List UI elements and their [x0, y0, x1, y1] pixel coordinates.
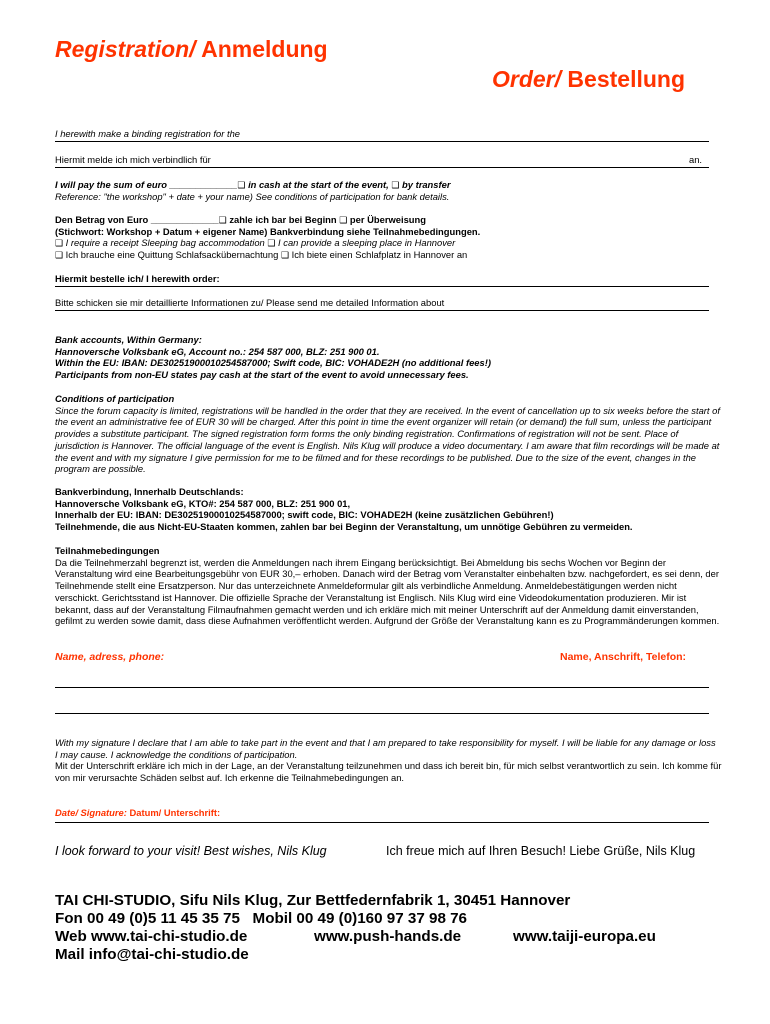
payment-de-cash-label: zahle ich bar bei Beginn — [226, 214, 340, 225]
registration-en: I herewith make a binding registration for the — [55, 128, 240, 139]
footer-phone: Fon 00 49 (0)5 11 45 35 75 Mobil 00 49 (0)160 97 37 98 76 — [55, 910, 467, 927]
receipt-de-label: Ich brauche eine Quittung Schlafsackübernachtung — [63, 249, 281, 260]
title-registration — [55, 36, 328, 63]
checkbox-sleeping-place-en[interactable]: ❑ — [267, 239, 276, 249]
bank-info-de — [55, 486, 735, 533]
footer-web-studio[interactable]: Web www.tai-chi-studio.de — [55, 928, 248, 945]
bank-info-de-head: Bankverbindung, Innerhalb Deutschlands: — [55, 486, 244, 497]
bank-info-en — [55, 334, 715, 381]
divider — [55, 286, 709, 287]
footer-web-taiji-europa[interactable]: www.taiji-europa.eu — [513, 928, 656, 945]
reference-de: (Stichwort: Workshop + Datum + eigener Name) Bankverbindung siehe Teilnahmebedingungen. — [55, 226, 481, 237]
bank-info-de-line2: Innerhalb der EU: IBAN: DE30251900010254587000; swift code, BIC: VOHADE2H (keine zusätzlichen Gebühren!) — [55, 509, 554, 521]
declaration-en: With my signature I declare that I am able to take part in the event and that I am prepared to take responsibility for myself. I will be liable for any damage or loss I may cause. I acknowledge the conditions of participation. — [55, 737, 716, 760]
receipt-de — [55, 249, 467, 263]
footer-web-push-hands[interactable]: www.push-hands.de — [314, 928, 462, 945]
bank-info-de-line1: Hannoversche Volksbank eG, KTO#: 254 587 000, BLZ: 251 900 01, — [55, 497, 351, 509]
bank-info-en-line1: Hannoversche Volksbank eG, Account no.: 254 587 000, BLZ: 251 900 01. — [55, 345, 380, 357]
conditions-en-text: Since the forum capacity is limited, registrations will be handled in the order that they are received. In the event of cancellation up to six weeks before the start of the event an administrative fee of EUR 30 will be charged. After this point in time the event organizer will retain (or demand) the full sum, unless the participant provides a substitute participant. The signed registration form forms the only binding registration. Confirmations of registration will not be sent. Place of jurisdiction is Hannover. The official language of the event is English. Nils Klug will produce a video documentary. I am aware that film recordings will be made at the event and with my signature I give permission for me to be filmed and for these recordings to be published. Due to the size of the event, changes in the program are possible. — [55, 404, 720, 475]
declaration-de: Mit der Unterschrift erkläre ich mich in der Lage, an der Veranstaltung teilzunehmen und dass ich bereit bin, für mich selbst verantwortlich zu sein. Ich komme für von mir verursachte Schäden selbst auf. Ich erkenne die Teilnahmebedingungen an. — [55, 760, 722, 783]
sleeping-place-en-label: I can provide a sleeping place in Hannover — [275, 237, 456, 248]
checkbox-cash-de[interactable]: ❑ — [218, 216, 227, 226]
bank-info-en-line2: Within the EU: IBAN: DE30251900010254587000; Swift code, BIC: VOHADE2H (no additional fees!) — [55, 357, 491, 369]
conditions-en — [55, 393, 722, 475]
conditions-de-head: Teilnahmebedingungen — [55, 545, 160, 556]
registration-de: Hiermit melde ich mich verbindlich für — [55, 154, 211, 165]
info-request: Bitte schicken sie mir detaillierte Informationen zu/ Please send me detailed Information about — [55, 297, 445, 308]
title-order — [492, 66, 685, 93]
payment-en-transfer-label: by transfer — [399, 179, 451, 190]
name-label-de: Name, Anschrift, Telefon: — [560, 651, 687, 663]
signature-input-line[interactable] — [55, 822, 709, 823]
footer-address: TAI CHI-STUDIO, Sifu Nils Klug, Zur Bettfedernfabrik 1, 30451 Hannover — [55, 892, 571, 909]
reference-en: Reference: "the workshop" + date + your name) See conditions of participation for bank details. — [55, 191, 450, 202]
payment-en-amount: I will pay the sum of euro _____________ — [55, 179, 238, 190]
conditions-en-head: Conditions of participation — [55, 393, 175, 404]
name-label-en: Name, adress, phone: — [55, 651, 165, 663]
signature-label-de: Datum/ Unterschrift: — [129, 807, 221, 818]
closing-en: I look forward to your visit! Best wishes, Nils Klug — [55, 844, 327, 858]
divider — [55, 310, 709, 311]
registration-de-end: an. — [689, 154, 703, 165]
checkbox-receipt-de[interactable]: ❑ — [55, 251, 64, 261]
bank-info-en-line3: Participants from non-EU states pay cash at the start of the event to avoid unnecessary fees. — [55, 369, 469, 381]
title-order-de: Bestellung — [561, 66, 685, 92]
sleeping-place-de-label: Ich biete einen Schlafplatz in Hannover an — [289, 249, 468, 260]
title-registration-de: Anmeldung — [195, 36, 328, 62]
footer-mail[interactable]: Mail info@tai-chi-studio.de — [55, 946, 249, 963]
checkbox-transfer-de[interactable]: ❑ — [339, 216, 348, 226]
checkbox-transfer-en[interactable]: ❑ — [391, 181, 400, 191]
title-registration-en: Registration/ — [55, 36, 196, 62]
conditions-de — [55, 545, 720, 627]
bank-info-de-line3: Teilnehmende, die aus Nicht-EU-Staaten kommen, zahlen bar bei Beginn der Veranstaltung, um unnötige Gebühren zu vermeiden. — [55, 521, 633, 533]
receipt-en-label: I require a receipt Sleeping bag accommodation — [63, 237, 268, 248]
payment-de-amount: Den Betrag von Euro _____________ — [55, 214, 219, 225]
checkbox-cash-en[interactable]: ❑ — [237, 181, 246, 191]
signature-label-en: Date/ Signature: — [55, 807, 130, 818]
closing-de: Ich freue mich auf Ihren Besuch! Liebe Grüße, Nils Klug — [386, 844, 696, 858]
signature-label — [55, 807, 220, 819]
payment-de-transfer-label: per Überweisung — [347, 214, 426, 225]
payment-en-cash-label: in cash at the start of the event, — [245, 179, 392, 190]
divider — [55, 167, 709, 168]
conditions-de-text: Da die Teilnehmerzahl begrenzt ist, werden die Anmeldungen nach ihrem Eingang berücksichtigt. Bei Abmeldung bis sechs Wochen vor Beginn der Veranstaltung wird eine Bearbeitungsgebühr von EUR 30,– erhoben. Danach wird der Betrag vom Veranstalter einbehalten bzw. nachgefordert, es sei denn, der Teilnehmende stellt eine Ersatzperson. Nur das unterzeichnete Anmeldeformular gilt als verbindliche Anmeldung. Anmeldebestätigungen werden nicht verschickt. Gerichtsstand ist Hannover. Die offizielle Sprache der Veranstaltung ist Englisch. Nils Klug wird eine Videodokumentation produzieren. Mir ist bekannt, dass auf der Veranstaltung Filmaufnahmen gemacht werden und ich erkläre mich mit meiner Unterschrift auf der Anmeldung damit einverstanden, gefilmt zu werden sowie damit, dass diese Aufnahmen veröffentlicht werden. Aufgrund der Größe der Veranstaltung kann es zu Programmänderungen kommen. — [55, 556, 720, 627]
name-input-line[interactable] — [55, 687, 709, 688]
address-input-line[interactable] — [55, 713, 709, 714]
title-order-en: Order/ — [492, 66, 562, 92]
checkbox-receipt-en[interactable]: ❑ — [55, 239, 64, 249]
order-label: Hiermit bestelle ich/ I herewith order: — [55, 273, 220, 284]
divider — [55, 141, 709, 142]
checkbox-sleeping-place-de[interactable]: ❑ — [280, 251, 290, 261]
bank-info-en-head: Bank accounts, Within Germany: — [55, 334, 202, 345]
